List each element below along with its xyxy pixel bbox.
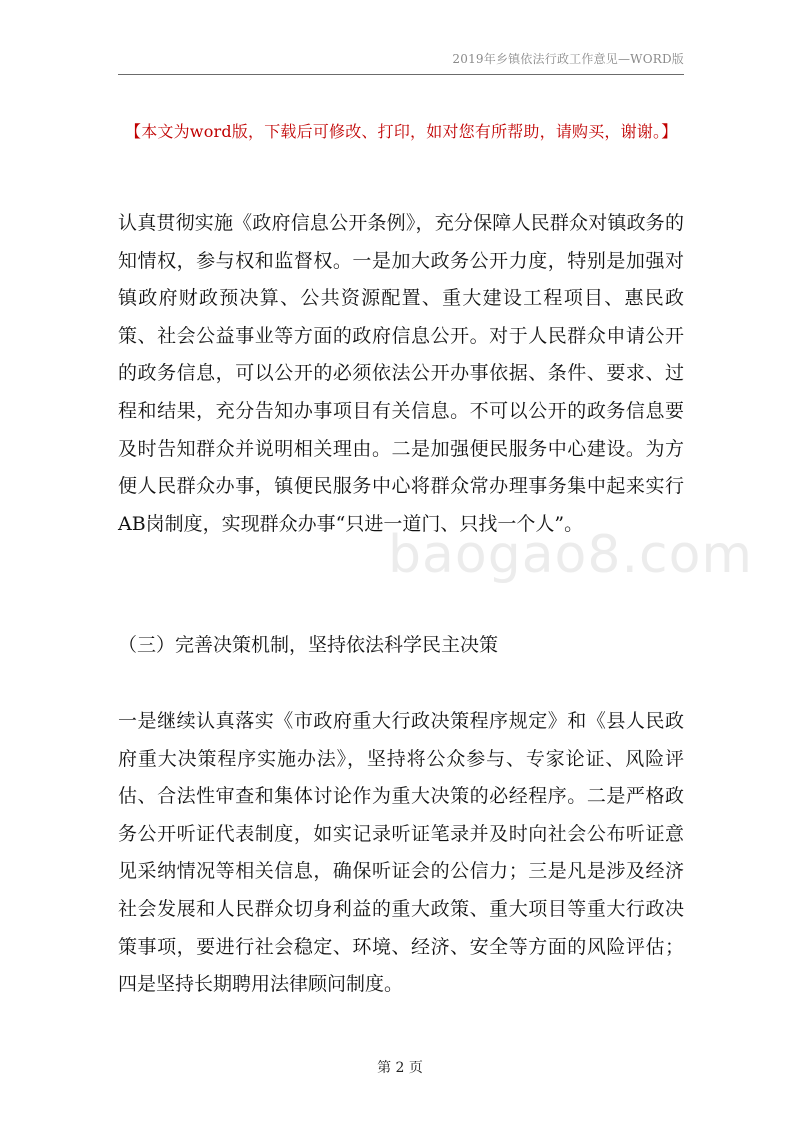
header-title: 2019年乡镇依法行政工作意见—WORD版 <box>452 52 684 66</box>
page-header <box>118 40 684 75</box>
purchase-notice: 【本文为word版，下载后可修改、打印，如对您有所帮助，请购买，谢谢。】 <box>125 122 678 141</box>
section-heading: （三）完善决策机制，坚持依法科学民主决策 <box>118 634 499 656</box>
page-number: 第 2 页 <box>377 1060 423 1076</box>
body-paragraph-1: 认真贯彻实施《政府信息公开条例》，充分保障人民群众对镇政务的知情权，参与权和监督权。一是加大政务公开力度，特别是加强对镇政府财政预决算、公共资源配置、重大建设工程项目、惠民政策、社会公益事业等方面的政府信息公开。对于人民群众申请公开的政务信息，可以公开的必须依法公开办事依据、条件、要求、过程和结果，充分告知办事项目有关信息。不可以公开的政务信息要及时告知群众并说明相关理由。二是加强便民服务中心建设。为方便人民群众办事，镇便民服务中心将群众常办理事务集中起来实行AB岗制度，实现群众办事“只进一道门、只找一个人”。 <box>118 212 684 535</box>
watermark: baogao8.com <box>388 525 754 585</box>
body-paragraph-2: 一是继续认真落实《市政府重大行政决策程序规定》和《县人民政府重大决策程序实施办法》，坚持将公众参与、专家论证、风险评估、合法性审查和集体讨论作为重大决策的必经程序。二是严格政务公开听证代表制度，如实记录听证笔录并及时向社会公布听证意见采纳情况等相关信息，确保听证会的公信力；三是凡是涉及经济社会发展和人民群众切身利益的重大政策、重大项目等重大行政决策事项，要进行社会稳定、环境、经济、安全等方面的风险评估；四是坚持长期聘用法律顾问制度。 <box>118 710 684 996</box>
